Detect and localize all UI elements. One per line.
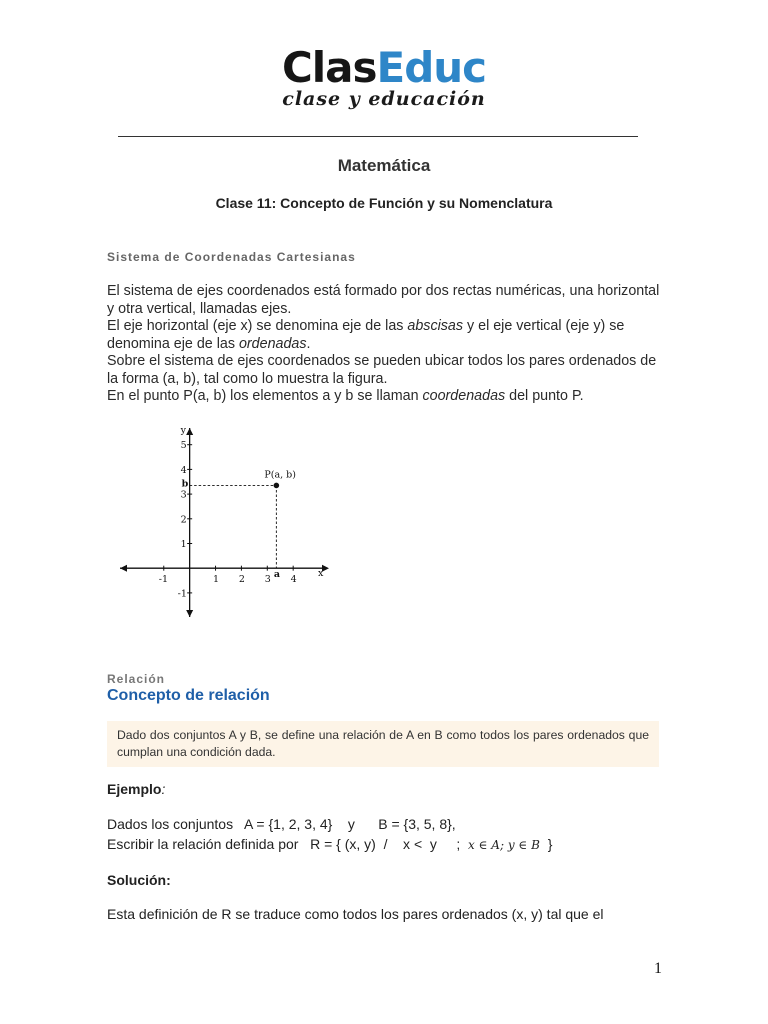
y-axis-arrow-up (186, 428, 193, 435)
para2-em-abscisas: abscisas (407, 318, 464, 334)
page-subtitle: Clase 11: Concepto de Función y su Nomenclatura (215, 195, 553, 211)
point-label: P(a, b) (264, 469, 296, 481)
y-tick-label-1: 1 (180, 538, 187, 550)
para-line-4 (107, 388, 667, 406)
y-tick-label-4: 4 (180, 464, 187, 476)
point-y-label: b (181, 478, 189, 490)
logo-part1: Clas (281, 43, 377, 92)
graph-point-group (182, 469, 296, 580)
y-tick-label--1: -1 (177, 588, 187, 600)
section-label-relacion: Relación (107, 672, 166, 686)
x-tick-label-3: 3 (264, 574, 271, 586)
section-label-coordinates: Sistema de Coordenadas Cartesianas (107, 250, 356, 264)
logo-tagline: clase y educación (282, 88, 486, 110)
point-marker (274, 483, 280, 489)
cartesian-graph (112, 420, 332, 625)
y-tick-label-3: 3 (180, 489, 187, 501)
para-line-1: El sistema de ejes coordenados está formado por dos rectas numéricas, una horizontal y otra vertical, llamadas ejes. (107, 283, 660, 317)
logo (0, 44, 768, 92)
y-tick-label-2: 2 (180, 514, 187, 526)
graph-axes (120, 425, 329, 617)
para4-text-b: del punto P. (505, 388, 584, 404)
definition-box: Dado dos conjuntos A y B, se define una relación de A en B como todos los pares ordenados que cumplan una condición dada. (107, 721, 659, 767)
para2-text-a: El eje horizontal (eje x) se denomina eje de las (107, 318, 408, 334)
example-label-text: Ejemplo (107, 781, 162, 797)
x-axis-label: x (318, 568, 324, 580)
example-line-1: Dados los conjuntos A = {1, 2, 3, 4} y B = {3, 5, 8}, (107, 816, 456, 832)
example-math-expression: x ∈ A; y ∈ B (468, 838, 540, 852)
para2-text-b: y el eje vertical (eje y) se denomina eje de las (107, 318, 625, 352)
solution-text: Esta definición de R se traduce como todos los pares ordenados (x, y) tal que el (107, 906, 604, 922)
x-tick-label--1: -1 (158, 574, 169, 586)
para2-em-ordenadas: ordenadas (238, 335, 307, 352)
section-heading: Concepto de relación (107, 687, 270, 704)
y-axis-arrow-down (186, 610, 193, 617)
x-axis-arrow-left (120, 565, 127, 572)
solution-label: Solución: (107, 872, 171, 888)
x-tick-label-2: 2 (238, 574, 245, 586)
example-line-2 (107, 836, 552, 852)
x-tick-label-1: 1 (213, 574, 220, 586)
example-line2-close: } (539, 836, 553, 852)
para4-em-coordenadas: coordenadas (422, 388, 506, 404)
example-colon: : (161, 781, 166, 797)
x-tick-label-4: 4 (290, 574, 297, 586)
page-title: Matemática (337, 156, 431, 175)
page-number: 1 (654, 960, 662, 977)
intro-paragraph (107, 283, 667, 406)
para-line-2 (107, 318, 667, 353)
header-divider (118, 136, 638, 137)
point-x-label: a (273, 569, 281, 581)
para4-text-a: En el punto P(a, b) los elementos a y b se llaman (107, 388, 423, 404)
example-line2-text: Escribir la relación definida por R = { (x, y) / x < y ; (107, 836, 469, 852)
y-axis-label: y (180, 425, 187, 436)
example-label (107, 781, 165, 797)
para-line-3: Sobre el sistema de ejes coordenados se pueden ubicar todos los pares ordenados de la forma (a, b), tal como lo muestra la figura. (107, 353, 657, 387)
y-tick-label-5: 5 (180, 440, 187, 452)
logo-part2: Educ (376, 43, 487, 92)
para2-text-c: . (306, 335, 311, 352)
